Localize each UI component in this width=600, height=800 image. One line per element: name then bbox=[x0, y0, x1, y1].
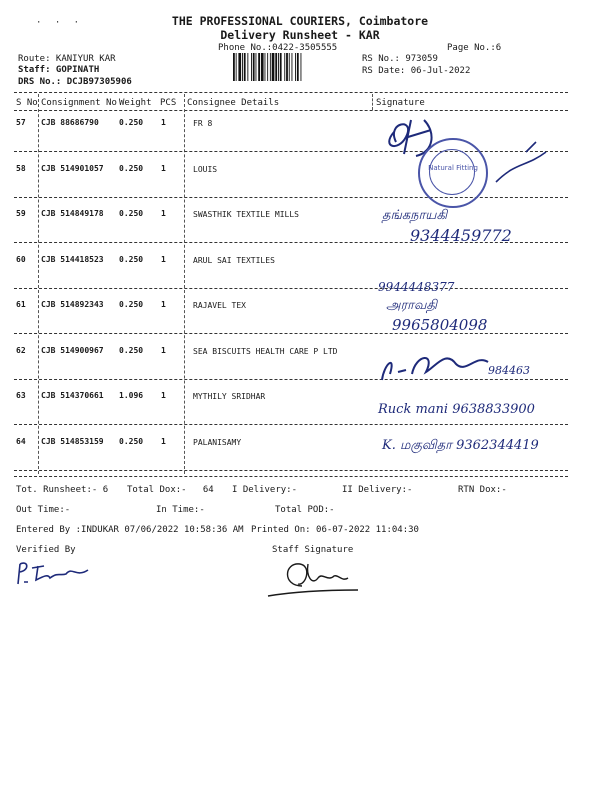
row-sno: 57 bbox=[16, 118, 26, 127]
barcode-bar bbox=[286, 53, 288, 81]
barcode-bar bbox=[258, 53, 260, 81]
stamp-inner-ring bbox=[429, 149, 475, 195]
out-time: Out Time:- bbox=[16, 505, 71, 515]
row-weight: 0.250 bbox=[119, 436, 144, 446]
column-header-pcs: PCS bbox=[160, 98, 177, 108]
rs-date: RS Date: 06-Jul-2022 bbox=[362, 66, 471, 76]
barcode-bar bbox=[244, 53, 246, 81]
row-consignment: CJB 514853159 bbox=[41, 436, 104, 446]
barcode-bar bbox=[253, 53, 255, 81]
row-consignee: PALANISAMY bbox=[193, 437, 242, 447]
row-weight: 0.250 bbox=[119, 254, 144, 264]
staff-label: Staff: GOPINATH bbox=[18, 65, 100, 75]
handwritten-name-phone: K. மகுவிதா 9362344419 bbox=[382, 438, 539, 453]
total-dox: Total Dox:- 64 bbox=[127, 485, 214, 495]
row-sno: 64 bbox=[16, 436, 26, 446]
column-header-weight: Weight bbox=[119, 98, 152, 108]
handwritten-phone: 9944448377 bbox=[378, 280, 455, 294]
handwritten-name: தங்கநாயகி bbox=[382, 208, 448, 223]
row-pcs: 1 bbox=[161, 391, 166, 400]
row-consignee: SEA BISCUITS HEALTH CARE P LTD bbox=[193, 346, 338, 356]
stamp-text: Natural Fitting bbox=[428, 164, 478, 172]
barcode-bar bbox=[289, 53, 290, 81]
route-label: Route: KANIYUR KAR bbox=[18, 54, 116, 64]
row-consignment: CJB 514370661 bbox=[41, 391, 104, 400]
column-header-consignment: Consignment No bbox=[41, 98, 117, 108]
row-weight: 0.250 bbox=[119, 118, 144, 127]
i-delivery: I Delivery:- bbox=[232, 485, 298, 495]
row-pcs: 1 bbox=[161, 118, 166, 127]
barcode-bar bbox=[267, 53, 268, 81]
verifier-signature bbox=[14, 556, 104, 588]
row-sno: 59 bbox=[16, 209, 26, 218]
row-consignment: CJB 514900967 bbox=[41, 345, 104, 355]
column-header-signature: Signature bbox=[376, 98, 425, 108]
barcode-bar bbox=[233, 53, 235, 81]
handwritten-phone: 9965804098 bbox=[392, 316, 488, 334]
row-pcs: 1 bbox=[161, 163, 166, 173]
row-pcs: 1 bbox=[161, 345, 166, 355]
company-title: THE PROFESSIONAL COURIERS, Coimbatore bbox=[171, 14, 429, 28]
printed-on: Printed On: 06-07-2022 11:04:30 bbox=[251, 525, 419, 535]
row-sno: 63 bbox=[16, 391, 26, 400]
row-consignee: RAJAVEL TEX bbox=[193, 301, 246, 310]
barcode-bar bbox=[261, 53, 264, 81]
total-runsheet: Tot. Runsheet:- 6 bbox=[16, 485, 109, 495]
row-pcs: 1 bbox=[161, 436, 166, 446]
barcode-bar bbox=[236, 53, 237, 81]
barcode-bar bbox=[247, 53, 248, 81]
row-weight: 0.250 bbox=[119, 300, 144, 309]
row-rule bbox=[14, 288, 568, 289]
row-consignment: CJB 514901057 bbox=[41, 163, 104, 173]
row-consignee: MYTHILY SRIDHAR bbox=[193, 392, 266, 401]
row-consignment: CJB 514849178 bbox=[41, 209, 104, 218]
total-pod: Total POD:- bbox=[275, 505, 335, 515]
row-weight: 0.250 bbox=[119, 209, 144, 218]
handwritten-name-phone: Ruck mani 9638833900 bbox=[378, 402, 535, 417]
row-consignment: CJB 514892343 bbox=[41, 300, 104, 309]
row-consignee: LOUIS bbox=[193, 164, 218, 174]
row-sno: 61 bbox=[16, 300, 26, 309]
phone-number: Phone No.:0422-3505555 bbox=[218, 43, 338, 53]
row-consignee: ARUL SAI TEXTILES bbox=[193, 255, 275, 265]
barcode bbox=[232, 53, 356, 81]
row-consignee: FR 8 bbox=[193, 119, 213, 128]
entered-by: Entered By :INDUKAR 07/06/2022 10:58:36 AM bbox=[16, 525, 244, 535]
row-consignment: CJB 514418523 bbox=[41, 254, 104, 264]
barcode-bar bbox=[280, 53, 282, 81]
barcode-bar bbox=[284, 53, 285, 81]
rs-number: RS No.: 973059 bbox=[362, 54, 438, 64]
rtn-dox: RTN Dox:- bbox=[458, 485, 507, 495]
column-header-consignee: Consignee Details bbox=[187, 98, 280, 108]
barcode-bar bbox=[295, 53, 296, 81]
verified-by-label: Verified By bbox=[16, 545, 76, 555]
table-top-rule bbox=[14, 92, 568, 93]
runsheet-subtitle: Delivery Runsheet - KAR bbox=[220, 28, 380, 42]
corner-marks: · · · bbox=[36, 18, 84, 28]
staff-signature bbox=[262, 556, 362, 600]
barcode-bar bbox=[272, 53, 275, 81]
barcode-bar bbox=[265, 53, 266, 81]
drs-number: DRS No.: DCJB97305906 bbox=[18, 77, 132, 87]
staff-signature-label: Staff Signature bbox=[272, 545, 354, 555]
row-pcs: 1 bbox=[161, 209, 166, 218]
barcode-bar bbox=[242, 53, 243, 81]
barcode-bar bbox=[256, 53, 257, 81]
barcode-bar bbox=[278, 53, 279, 81]
column-divider bbox=[372, 94, 373, 110]
row-sno: 58 bbox=[16, 163, 26, 173]
row-weight: 1.096 bbox=[119, 391, 144, 400]
footer-rule bbox=[14, 476, 568, 477]
barcode-bar bbox=[238, 53, 241, 81]
ii-delivery: II Delivery:- bbox=[342, 485, 413, 495]
handwritten-phone: 9344459772 bbox=[410, 226, 512, 245]
handwritten-name: அராவதி bbox=[386, 298, 438, 313]
row-pcs: 1 bbox=[161, 300, 166, 309]
signature-scribble-row62 bbox=[376, 344, 496, 384]
row-sno: 62 bbox=[16, 345, 26, 355]
column-header-sno: S No bbox=[16, 98, 38, 108]
row-rule bbox=[14, 424, 568, 425]
barcode-bar bbox=[292, 53, 293, 81]
row-weight: 0.250 bbox=[119, 345, 144, 355]
barcode-bar bbox=[301, 53, 302, 81]
row-consignment: CJB 88686790 bbox=[41, 118, 99, 127]
barcode-bar bbox=[251, 53, 252, 81]
row-rule bbox=[14, 470, 568, 471]
barcode-bar bbox=[275, 53, 277, 81]
company-stamp bbox=[418, 138, 488, 208]
barcode-bar bbox=[270, 53, 271, 81]
row-weight: 0.250 bbox=[119, 163, 144, 173]
row-pcs: 1 bbox=[161, 254, 166, 264]
row-sno: 60 bbox=[16, 254, 26, 264]
in-time: In Time:- bbox=[156, 505, 205, 515]
page-number: Page No.:6 bbox=[447, 43, 502, 53]
table-header-rule bbox=[14, 110, 568, 111]
barcode-bar bbox=[297, 53, 299, 81]
handwritten-phone: 984463 bbox=[488, 364, 530, 377]
row-consignee: SWASTHIK TEXTILE MILLS bbox=[193, 210, 299, 219]
